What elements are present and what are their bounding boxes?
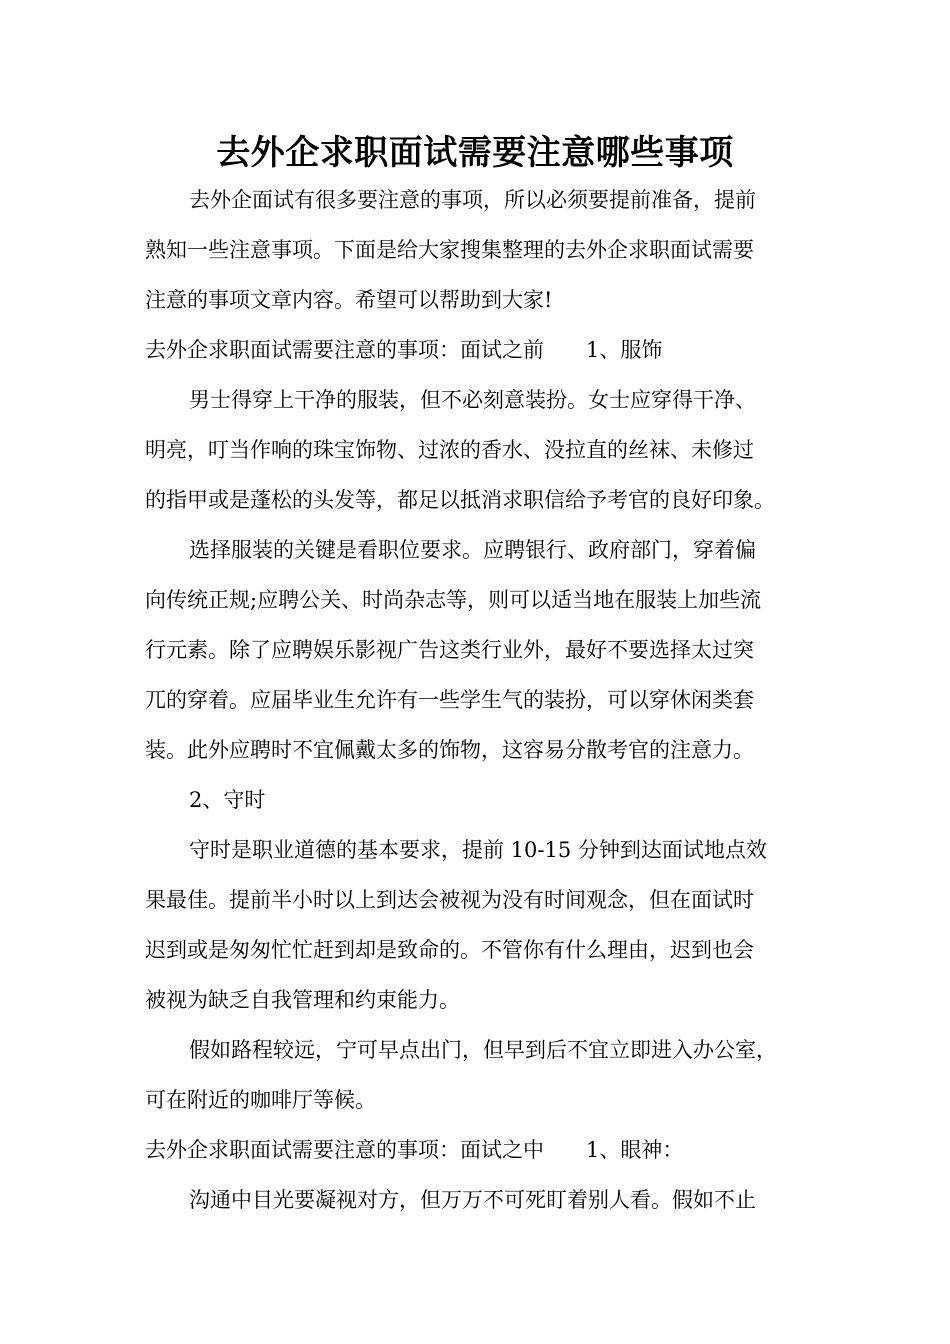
- paragraph-line: 守时是职业道德的基本要求，提前 10-15 分钟到达面试地点效: [189, 838, 767, 862]
- paragraph-line: 可在附近的咖啡厅等候。: [145, 1088, 376, 1112]
- paragraph-line: 兀的穿着。应届毕业生允许有一些学生气的装扮，可以穿休闲类套: [145, 688, 754, 712]
- paragraph-line: 明亮，叮当作响的珠宝饰物、过浓的香水、没拉直的丝袜、未修过: [145, 438, 754, 462]
- paragraph-line: 去外企面试有很多要注意的事项，所以必须要提前准备，提前: [189, 188, 756, 212]
- paragraph-line: 沟通中目光要凝视对方，但万万不可死盯着别人看。假如不止: [189, 1188, 756, 1212]
- paragraph-line: 注意的事项文章内容。希望可以帮助到大家!: [145, 288, 553, 312]
- paragraph-line: 男士得穿上干净的服装，但不必刻意装扮。女士应穿得干净、: [189, 388, 756, 412]
- section-heading-line: 去外企求职面试需要注意的事项：面试之前 1、服饰: [145, 338, 663, 362]
- paragraph-line: 行元素。除了应聘娱乐影视广告这类行业外，最好不要选择太过突: [145, 638, 754, 662]
- paragraph-line: 选择服装的关键是看职位要求。应聘银行、政府部门，穿着偏: [189, 538, 756, 562]
- section-heading-line: 去外企求职面试需要注意的事项：面试之中 1、眼神：: [145, 1138, 684, 1162]
- document-title: 去外企求职面试需要注意哪些事项: [216, 133, 734, 173]
- paragraph-line: 假如路程较远，宁可早点出门，但早到后不宜立即进入办公室，: [189, 1038, 777, 1062]
- paragraph-line: 迟到或是匆匆忙忙赶到却是致命的。不管你有什么理由，迟到也会: [145, 938, 754, 962]
- paragraph-line: 果最佳。提前半小时以上到达会被视为没有时间观念，但在面试时: [145, 888, 754, 912]
- subsection-heading: 2、守时: [189, 788, 266, 812]
- paragraph-line: 被视为缺乏自我管理和约束能力。: [145, 988, 460, 1012]
- paragraph-line: 向传统正规;应聘公关、时尚杂志等，则可以适当地在服装上加些流: [145, 588, 762, 612]
- paragraph-line: 熟知一些注意事项。下面是给大家搜集整理的去外企求职面试需要: [145, 238, 754, 262]
- paragraph-line: 装。此外应聘时不宜佩戴太多的饰物，这容易分散考官的注意力。: [145, 738, 754, 762]
- paragraph-line: 的指甲或是蓬松的头发等，都足以抵消求职信给予考官的良好印象。: [145, 488, 775, 512]
